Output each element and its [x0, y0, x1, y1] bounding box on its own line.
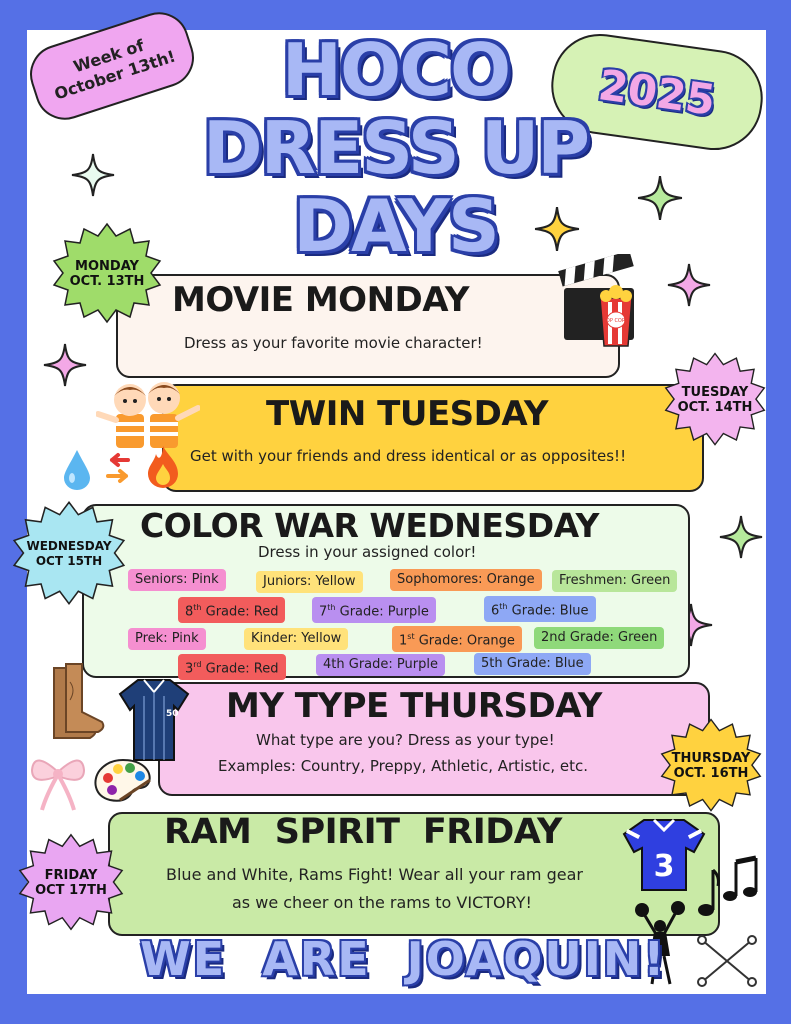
monday-description: Dress as your favorite movie character!: [184, 334, 483, 352]
baseball-jersey-number: 50: [166, 709, 179, 719]
tuesday-description: Get with your friends and dress identical or as opposites!!: [190, 447, 627, 465]
color-group-tag: 1st Grade: Orange: [392, 626, 522, 652]
popcorn-label: POP CORN: [602, 318, 630, 324]
title-line-3: DAYS: [293, 184, 498, 268]
wednesday-heading: COLOR WAR WEDNESDAY: [140, 506, 599, 545]
monday-badge: [50, 222, 164, 326]
sparkle-icon: [718, 514, 764, 560]
color-group-tag: Freshmen: Green: [552, 570, 677, 592]
sparkle-icon: [636, 174, 684, 222]
color-group-tag: Sophomores: Orange: [390, 569, 542, 591]
color-group-tag: 5th Grade: Blue: [474, 653, 591, 675]
year-tag-text: 2025: [595, 59, 719, 125]
cowboy-boots-icon: [40, 662, 106, 746]
sparkle-icon: [533, 205, 581, 253]
friday-badge-text: FRIDAY OCT 17TH: [35, 868, 107, 898]
friday-heading: RAM SPIRIT FRIDAY: [164, 812, 562, 852]
bow-icon: [28, 750, 88, 814]
thursday-heading: MY TYPE THURSDAY: [226, 686, 602, 726]
arrows-icon: [104, 452, 144, 484]
color-group-tag: Juniors: Yellow: [256, 571, 363, 593]
football-jersey-number: 3: [653, 849, 675, 884]
popcorn-icon: [600, 285, 632, 346]
color-group-tag: 6th Grade: Blue: [484, 596, 596, 622]
music-notes-icon: [694, 852, 758, 922]
thursday-badge-text: THURSDAY OCT. 16TH: [671, 751, 751, 781]
monday-badge-text: MONDAY OCT. 13TH: [69, 259, 145, 289]
color-group-tag: 2nd Grade: Green: [534, 627, 664, 649]
title-line-1: HOCO: [281, 28, 510, 112]
color-group-tag: 3rd Grade: Red: [178, 654, 286, 680]
thursday-badge: [658, 716, 764, 816]
color-group-tag: Prek: Pink: [128, 628, 206, 650]
baseball-jersey-icon: [118, 676, 190, 762]
sparkle-icon: [70, 152, 116, 198]
thursday-description-line-1: What type are you? Dress as your type!: [256, 731, 555, 749]
color-group-tag: 8th Grade: Red: [178, 597, 285, 623]
wednesday-badge-text: WEDNESDAY OCT 15TH: [26, 539, 112, 568]
sparkle-icon: [666, 262, 712, 308]
friday-badge: [16, 832, 126, 934]
tuesday-badge-text: TUESDAY OCT. 14TH: [677, 385, 753, 415]
wednesday-description: Dress in your assigned color!: [258, 543, 477, 561]
clapperboard-icon: [556, 254, 652, 350]
color-group-tag: 7th Grade: Purple: [312, 597, 436, 623]
tuesday-badge: [662, 350, 768, 450]
wednesday-badge: [10, 500, 128, 608]
color-group-tag: Seniors: Pink: [128, 569, 226, 591]
thursday-description-line-2: Examples: Country, Preppy, Athletic, Artistic, etc.: [218, 757, 589, 775]
monday-heading: MOVIE MONDAY: [172, 280, 469, 320]
color-group-tag: Kinder: Yellow: [244, 628, 348, 650]
paint-palette-icon: [90, 756, 156, 806]
sparkle-icon: [42, 342, 88, 388]
tuesday-heading: TWIN TUESDAY: [266, 394, 549, 434]
friday-description-line-1: Blue and White, Rams Fight! Wear all your ram gear: [166, 865, 583, 884]
twins-icon: [96, 374, 200, 454]
water-drop-icon: [62, 448, 92, 490]
batons-icon: [694, 932, 760, 990]
color-group-tag: 4th Grade: Purple: [316, 654, 445, 676]
friday-description-line-2: as we cheer on the rams to VICTORY!: [232, 893, 532, 912]
footer-slogan: WE ARE JOAQUIN!: [140, 932, 667, 986]
fire-icon: [144, 444, 182, 490]
title-line-2: DRESS UP: [202, 106, 589, 190]
week-tag-text: Week of October 13th!: [52, 35, 178, 104]
